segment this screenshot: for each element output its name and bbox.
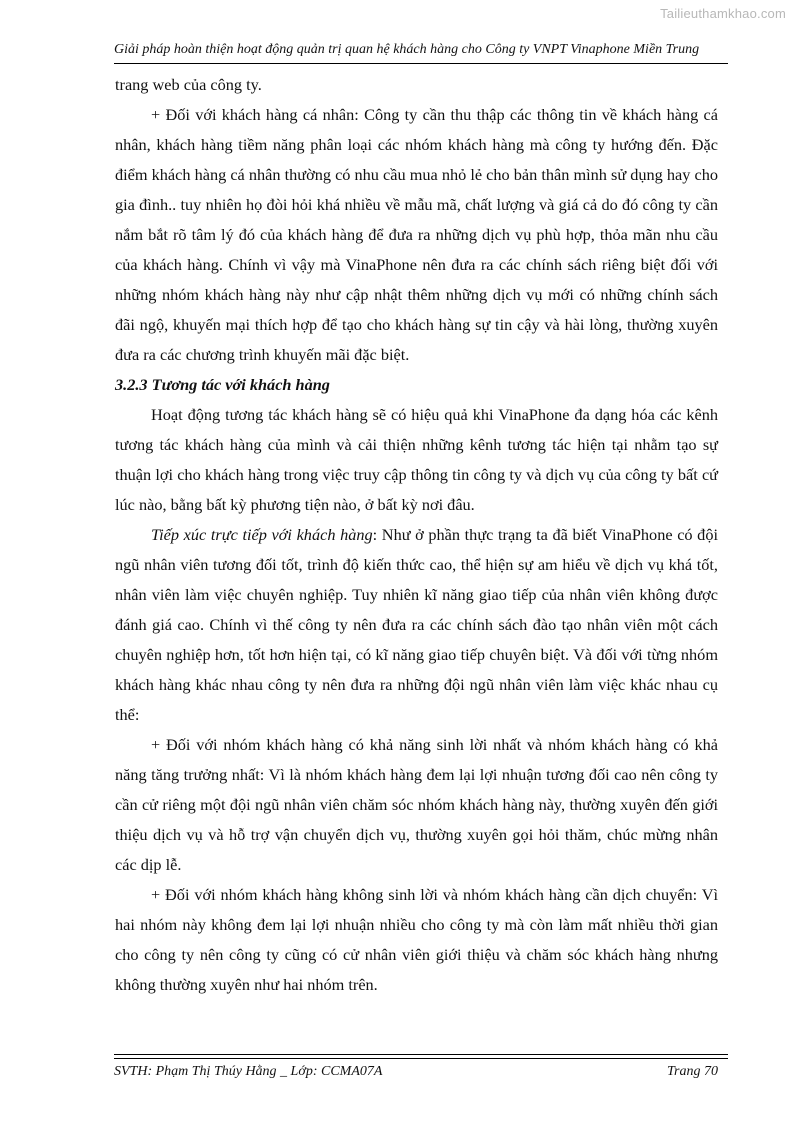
paragraph-continuation: trang web của công ty.: [115, 75, 262, 94]
paragraph-interaction-intro: Hoạt động tương tác khách hàng sẽ có hiệu quả khi VinaPhone đa dạng hóa các kênh tương tác khách hàng của mình và cải thiện những kênh tương tác hiện tại nhằm tạo sự thuận lợi cho khách hàng trong việc truy cập thông tin công ty và dịch vụ của công ty bất cứ lúc nào, bằng bất kỳ phương tiện nào, ở bất kỳ nơi đâu.: [115, 405, 718, 514]
watermark-text: Tailieuthamkhao.com: [660, 6, 786, 21]
paragraph-profitable-groups: + Đối với nhóm khách hàng có khả năng sinh lời nhất và nhóm khách hàng có khả năng tăng trưởng nhất: Vì là nhóm khách hàng đem lại lợi nhuận tương đối cao nên công ty cần cử riêng một đội ngũ nhân viên chăm sóc nhóm khách hàng này, thường xuyên đến giới thiệu dịch vụ và hỗ trợ vận chuyển dịch vụ, thường xuyên gọi hỏi thăm, chúc mừng nhân các dịp lễ.: [115, 735, 718, 874]
direct-contact-lead: Tiếp xúc trực tiếp với khách hàng: [151, 525, 373, 544]
footer-author: SVTH: Phạm Thị Thúy Hằng _ Lớp: CCMA07A: [114, 1064, 383, 1079]
header-divider: [114, 63, 728, 64]
paragraph-direct-contact: [115, 520, 718, 730]
section-heading: 3.2.3 Tương tác với khách hàng: [115, 375, 330, 394]
page-number: Trang 70: [667, 1064, 718, 1079]
paragraph-unprofitable-groups: + Đối với nhóm khách hàng không sinh lời và nhóm khách hàng cần dịch chuyển: Vì hai nhóm này không đem lại lợi nhuận nhiều cho công ty mà còn làm mất nhiều thời gian cho công ty nên công ty cũng có cử nhân viên giới thiệu và chăm sóc khách hàng nhưng không thường xuyên như hai nhóm trên.: [115, 885, 718, 994]
page-header: Giải pháp hoàn thiện hoạt động quản trị quan hệ khách hàng cho Công ty VNPT Vinaphone Miền Trung: [114, 42, 700, 57]
document-body: [115, 70, 718, 1000]
direct-contact-text: : Như ở phần thực trạng ta đã biết VinaPhone có đội ngũ nhân viên tương đối tốt, trình độ kiến thức cao, thể hiện sự am hiểu về dịch vụ khá tốt, nhân viên làm việc chuyên nghiệp. Tuy nhiên kĩ năng giao tiếp của nhân viên không được đánh giá cao. Chính vì thế công ty nên đưa ra các chính sách đào tạo nhân viên một cách chuyên nghiệp hơn, tốt hơn hiện tại, có kĩ năng giao tiếp chuyên biệt. Và đối với từng nhóm khách hàng khác nhau công ty nên đưa ra những đội ngũ nhân viên làm việc khác nhau cụ thể:: [115, 525, 718, 724]
paragraph-individual-customers: + Đối với khách hàng cá nhân: Công ty cần thu thập các thông tin về khách hàng cá nhân, khách hàng tiềm năng phân loại các nhóm khách hàng mà công ty hướng đến. Đặc điểm khách hàng cá nhân thường có nhu cầu mua nhỏ lẻ cho bản thân mình sử dụng hay cho gia đình.. tuy nhiên họ đòi hỏi khá nhiều về mẫu mã, chất lượng và giá cả do đó công ty cần nắm bắt rõ tâm lý đó của khách hàng để đưa ra những dịch vụ phù hợp, thỏa mãn nhu cầu của khách hàng. Chính vì vậy mà VinaPhone nên đưa ra các chính sách riêng biệt đối với những nhóm khách hàng này như cập nhật thêm những dịch vụ mới có những chính sách đãi ngộ, khuyến mại thích hợp để tạo cho khách hàng sự tin cậy và hài lòng, thường xuyên đưa ra các chương trình khuyến mãi đặc biệt.: [115, 105, 718, 364]
footer-divider-double: [114, 1058, 728, 1059]
footer-divider: [114, 1054, 728, 1055]
